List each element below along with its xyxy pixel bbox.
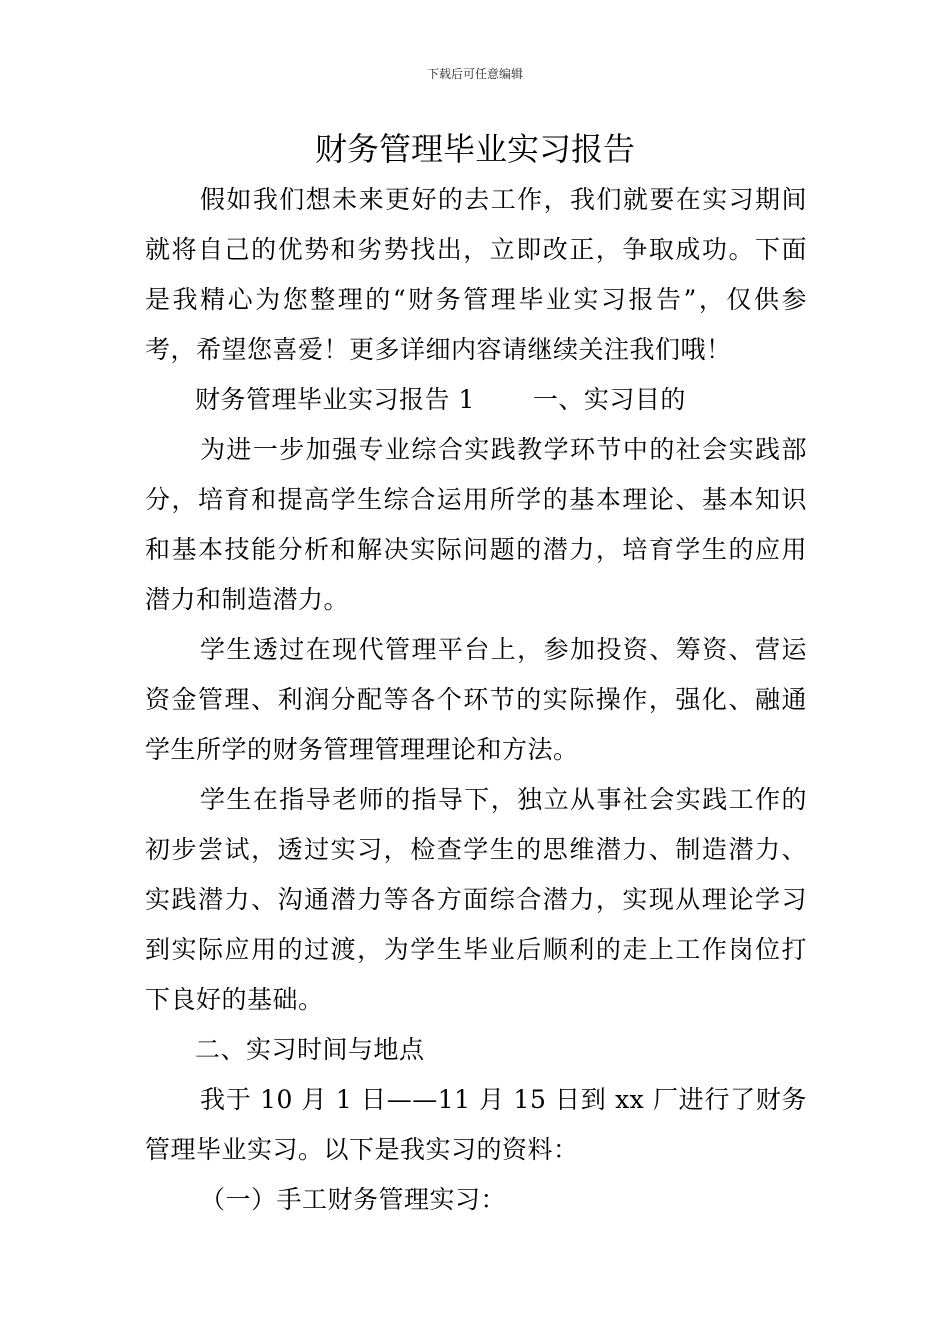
purpose-paragraph-2: 学生透过在现代管理平台上，参加投资、筹资、营运资金管理、利润分配等各个环节的实际操作，强化、融通学生所学的财务管理管理理论和方法。 [145, 635, 807, 764]
purpose-paragraph-1: 为进一步加强专业综合实践教学环节中的社会实践部分，培育和提高学生综合运用所学的基本理论、基本知识和基本技能分析和解决实际问题的潜力，培育学生的应用潜力和制造潜力。 [145, 435, 807, 614]
section1-heading: 一、实习目的 [532, 385, 686, 414]
report-label: 财务管理毕业实习报告 1 [195, 385, 475, 414]
subsection1-heading: （一）手工财务管理实习： [200, 1185, 507, 1214]
section2-heading: 二、实习时间与地点 [195, 1035, 425, 1064]
document-body [145, 175, 807, 1225]
intro-paragraph: 假如我们想未来更好的去工作，我们就要在实习期间就将自己的优势和劣势找出，立即改正，争取成功。下面是我精心为您整理的“财务管理毕业实习报告”，仅供参考，希望您喜爱！更多详细内容请继续关注我们哦！ [145, 185, 807, 364]
purpose-paragraph-3: 学生在指导老师的指导下，独立从事社会实践工作的初步尝试，透过实习，检查学生的思维潜力、制造潜力、实践潜力、沟通潜力等各方面综合潜力，实现从理论学习到实际应用的过渡，为学生毕业后顺利的走上工作岗位打下良好的基础。 [145, 785, 807, 1014]
time-place-paragraph: 我于 10 月 1 日——11 月 15 日到 xx 厂进行了财务管理毕业实习。以下是我实习的资料： [145, 1085, 807, 1164]
document-title: 财务管理毕业实习报告 [314, 130, 635, 168]
report-heading-line [145, 375, 807, 425]
page-header-note: 下载后可任意编辑 [426, 67, 523, 81]
